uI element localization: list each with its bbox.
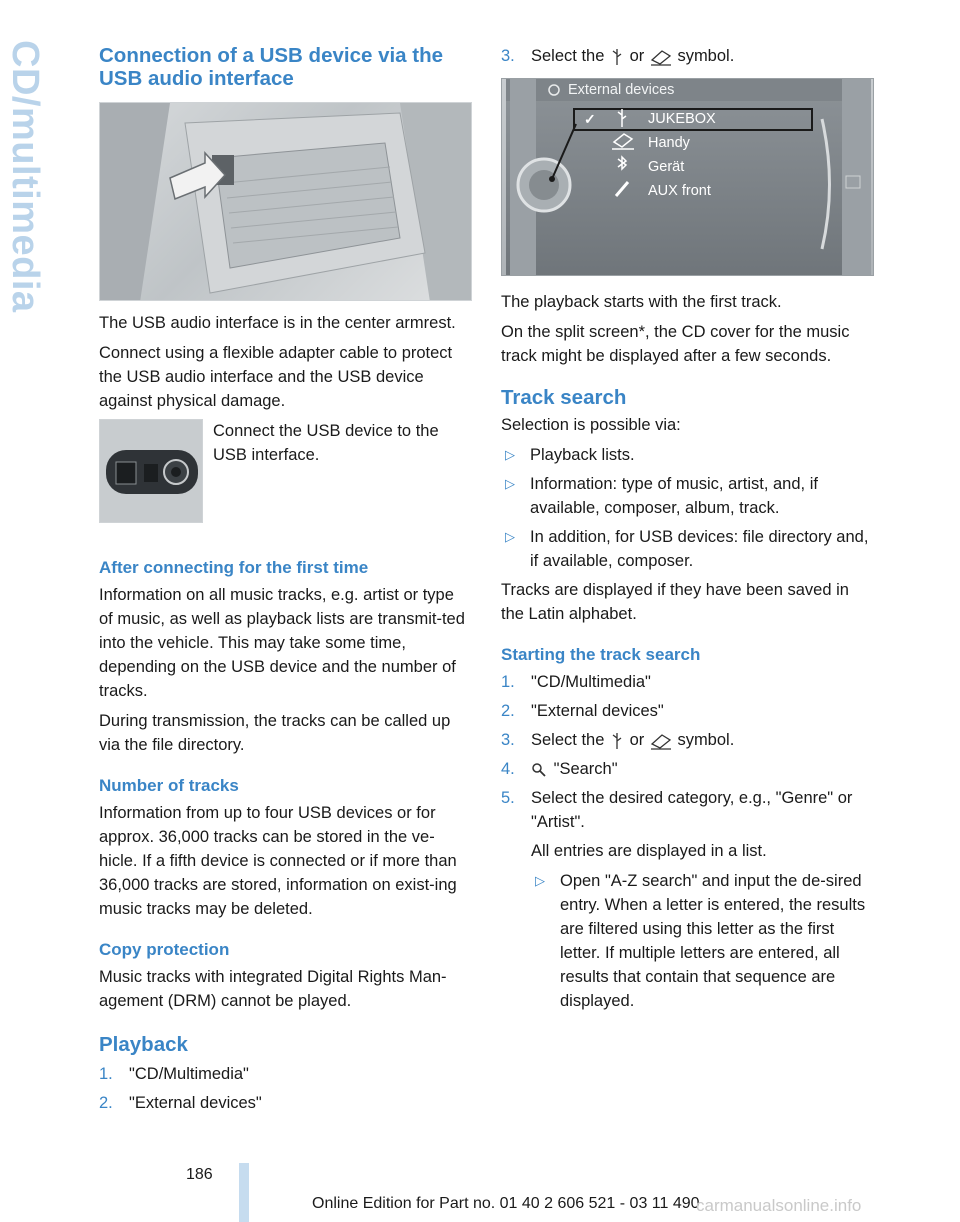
playback-steps (99, 1062, 472, 1115)
external-devices-screen (501, 78, 874, 276)
chapter-side-label: CD/multimedia (4, 40, 46, 313)
search-icon (531, 762, 549, 778)
menu-item-geraet[interactable]: Gerät (648, 159, 685, 175)
online-edition-text: Online Edition for Part no. 01 40 2 606 521 - 03 11 490 (312, 1195, 700, 1212)
number-of-tracks-heading: Number of tracks (99, 776, 239, 795)
number-of-tracks-text: Information from up to four USB devices or for approx. 36,000 tracks can be stored in the ve-hicle. If a fifth device is connected or if more than 36,000 tracks are stored, information on exist-ing music tracks may be deleted. (99, 804, 457, 918)
screen-title: External devices (568, 82, 675, 98)
list-item: 2. "External devices" (501, 702, 664, 720)
phone-icon (649, 48, 673, 66)
usb-port-illustration (100, 420, 203, 523)
selection-text: Selection is possible via: (501, 416, 681, 434)
list-item: 1. "CD/Multimedia" (99, 1065, 249, 1083)
connect-usb-text: Connect the USB device to the USB interface. (213, 422, 439, 464)
list-item: 4. "Search" (501, 760, 618, 778)
usb-port-image (99, 419, 203, 523)
latin-alphabet-text: Tracks are displayed if they have been saved in the Latin alphabet. (501, 581, 849, 623)
track-search-steps (501, 670, 875, 834)
triangle-bullet-icon: ▷ (535, 873, 545, 888)
start-track-search-heading: Starting the track search (501, 645, 701, 664)
playback-heading: Playback (99, 1033, 188, 1056)
list-item: 3. Select the or symbol. (501, 47, 735, 65)
list-item: 1. "CD/Multimedia" (501, 673, 651, 691)
watermark: carmanualsonline.info (696, 1196, 862, 1215)
list-item: 5. Select the desired category, e.g., "Genre" or "Artist". (501, 789, 853, 831)
list-item: ▷ In addition, for USB devices: file directory and, if available, composer. (501, 525, 875, 573)
usb-connection-heading: Connection of a USB device via the USB audio interface (99, 44, 444, 90)
list-item: ▷ Playback lists. (501, 443, 875, 467)
menu-item-jukebox[interactable]: JUKEBOX (648, 111, 716, 127)
page-number: 186 (186, 1166, 213, 1183)
armrest-text: The USB audio interface is in the center armrest. (99, 314, 456, 332)
armrest-photo (99, 102, 472, 301)
adapter-text: Connect using a flexible adapter cable to protect the USB audio interface and the USB device against physical damage. (99, 344, 453, 410)
transmission-text: During transmission, the tracks can be called up via the file directory. (99, 712, 451, 754)
menu-item-aux-front[interactable]: AUX front (648, 183, 711, 199)
menu-item-handy[interactable]: Handy (648, 135, 690, 151)
track-search-heading: Track search (501, 386, 627, 409)
copy-protection-heading: Copy protection (99, 940, 230, 959)
triangle-bullet-icon: ▷ (505, 529, 515, 544)
selection-list (501, 443, 875, 573)
idrive-screen-frame (502, 79, 874, 276)
usb-icon (609, 48, 625, 66)
triangle-bullet-icon: ▷ (505, 447, 515, 462)
triangle-bullet-icon: ▷ (505, 476, 515, 491)
first-connection-heading: After connecting for the first time (99, 558, 369, 577)
armrest-illustration (100, 103, 472, 301)
left-column (99, 44, 472, 1120)
list-item: ▷ Open "A-Z search" and input the de-sired entry. When a letter is entered, the results are filtered using this letter as the first letter. If multiple letters are entered, all results that contain that sequence are displayed. (531, 869, 875, 1013)
usb-port-figure (99, 419, 472, 523)
list-item: 3. Select the or symbol. (501, 731, 735, 749)
az-search-list (501, 869, 875, 1013)
right-column (501, 44, 875, 1018)
copy-protection-text: Music tracks with integrated Digital Rights Man-agement (DRM) cannot be played. (99, 968, 447, 1010)
footer-bar (239, 1163, 249, 1222)
first-connection-text: Information on all music tracks, e.g. artist or type of music, as well as playback lists are transmit-ted into the vehicle. This may take some time, depending on the USB device and the number of tracks. (99, 586, 465, 700)
list-item: 2. "External devices" (99, 1094, 262, 1112)
playback-step-3 (501, 44, 875, 68)
check-mark: ✓ (584, 111, 596, 127)
split-screen-text: On the split screen*, the CD cover for the music track might be displayed after a few seconds. (501, 323, 850, 365)
entries-text: All entries are displayed in a list. (531, 842, 767, 860)
playback-starts-text: The playback starts with the first track. (501, 293, 782, 311)
phone-icon (649, 732, 673, 750)
usb-icon (609, 732, 625, 750)
list-item: ▷ Information: type of music, artist, and, if available, composer, album, track. (501, 472, 875, 520)
